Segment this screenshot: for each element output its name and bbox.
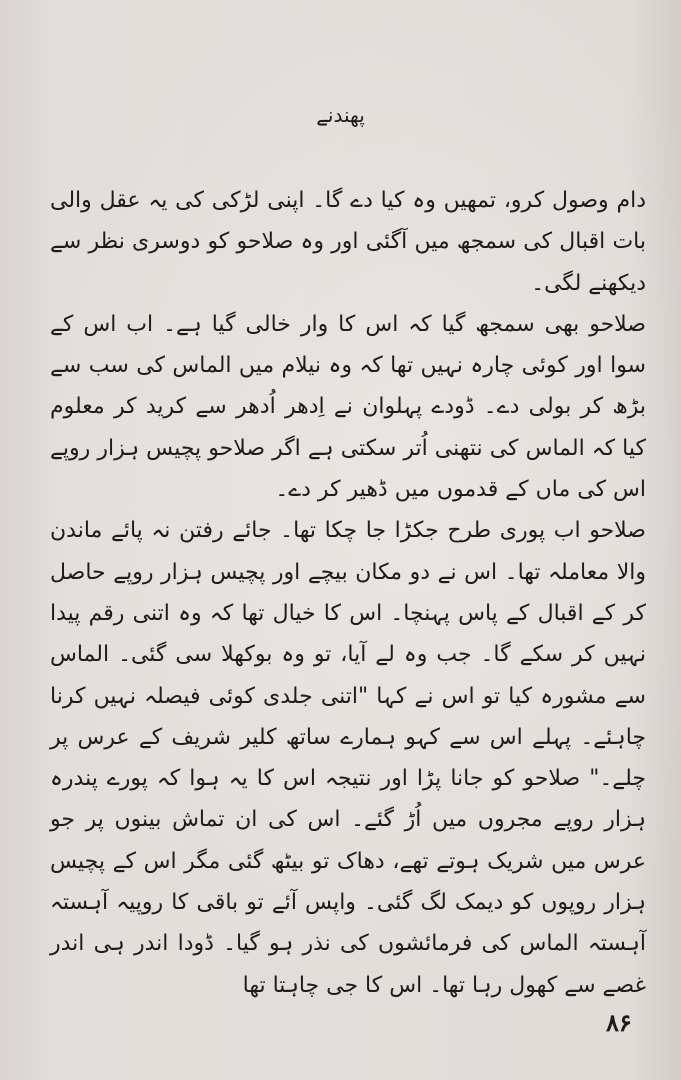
paragraph-3: صلاحو اب پوری طرح جکڑا جا چکا تھا۔ جائے رفتن نہ پائے ماندن والا معاملہ تھا۔ اس نے دو مکان بیچے اور پچیس ہزار روپے حاصل کر کے اقبال کے پاس پہنچا۔ اس کا خیال تھا کہ وہ اتنی رقم پیدا نہیں کر سکے گا۔ جب وہ لے آیا، تو وہ بوکھلا سی گئی۔ الماس سے مشورہ کیا تو اس نے کہا "اتنی جلدی کوئی فیصلہ نہیں کرنا چاہئے۔ پہلے اس سے کہو ہمارے ساتھ کلیر شریف کے عرس پر چلے۔" صلاحو کو جانا پڑا اور نتیجہ اس کا یہ ہوا کہ پورے پندرہ ہزار روپے مجروں میں اُڑ گئے۔ اس کی ان تماش بینوں پر جو عرس میں شریک ہوتے تھے، دھاک تو بیٹھ گئی مگر اس کے پچیس ہزار روپوں کو دیمک لگ گئی۔ واپس آئے تو باقی کا روپیہ آہستہ آہستہ الماس کی فرمائشوں کی نذر ہو گیا۔ ڈودا اندر ہی اندر غصے سے کھول رہا تھا۔ اس کا جی چاہتا تھا: [50, 518, 646, 998]
paragraph-2: صلاحو بھی سمجھ گیا کہ اس کا وار خالی گیا ہے۔ اب اس کے سوا اور کوئی چارہ نہیں تھا کہ وہ نیلام میں الماس کی سب سے بڑھ کر بولی دے۔ ڈودے پہلوان نے اِدھر اُدھر سے کرید کر معلوم کیا کہ الماس کی نتھنی اُتر سکتی ہے اگر صلاحو پچیس ہزار روپے اس کی ماں کے قدموں میں ڈھیر کر دے۔: [50, 311, 646, 503]
page-title: پھندنے: [316, 103, 365, 127]
page-number: ۸۶: [606, 1008, 632, 1037]
paragraph-1: دام وصول کرو، تمھیں وہ کیا دے گا۔ اپنی لڑکی کی یہ عقل والی بات اقبال کی سمجھ میں آگئی اور وہ صلاحو کو دوسری نظر سے دیکھنے لگی۔: [50, 188, 646, 296]
body-text: [50, 180, 646, 998]
